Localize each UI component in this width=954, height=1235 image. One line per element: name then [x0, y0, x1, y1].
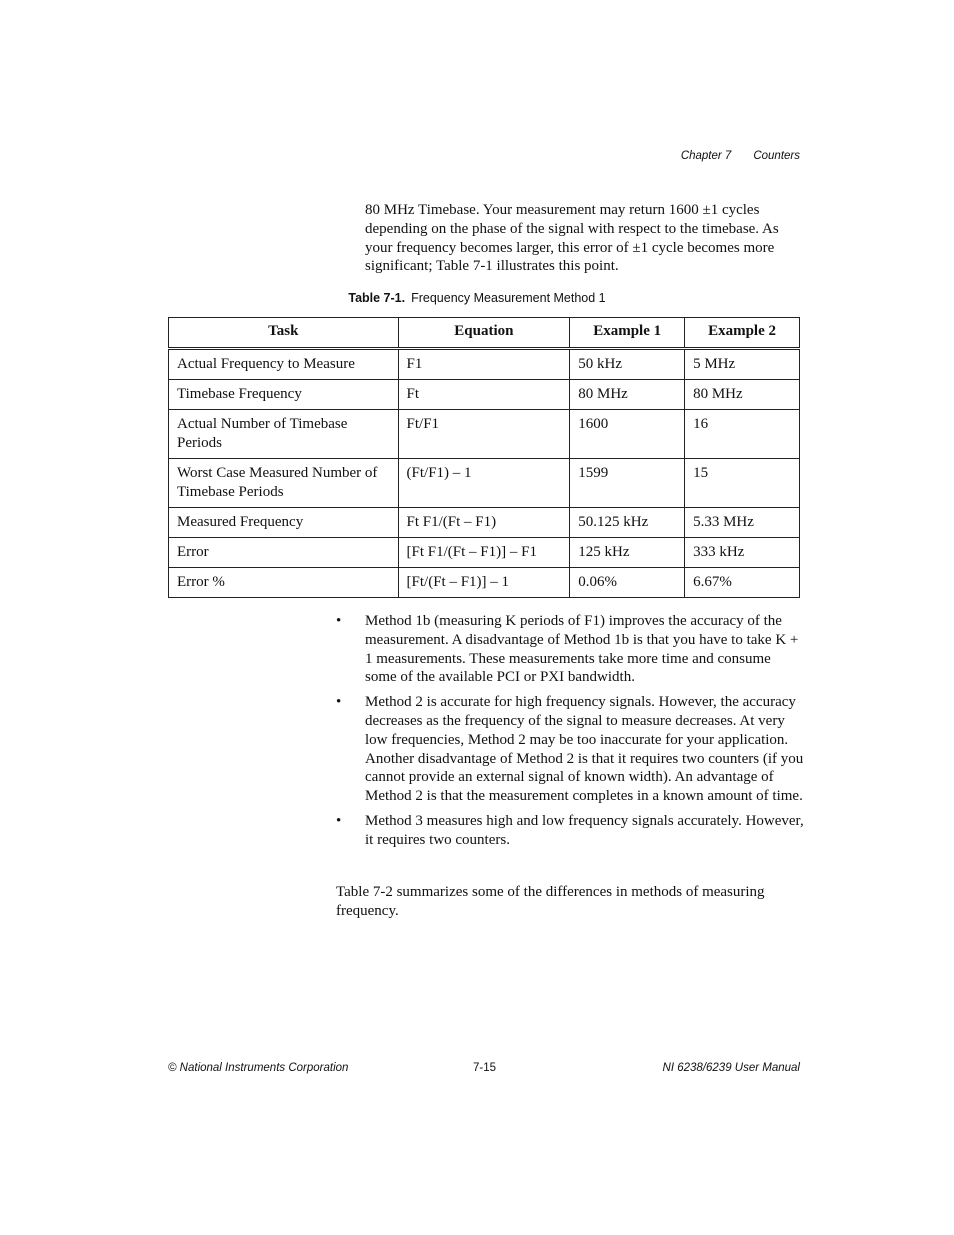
- bullet-marker: •: [336, 812, 342, 829]
- header-chapter: Chapter 7: [680, 150, 732, 162]
- list-item: [336, 693, 806, 806]
- frequency-table-container: [168, 317, 800, 598]
- table-cell: 15: [685, 459, 800, 508]
- method-bullet-list: [336, 612, 806, 856]
- table-cell: 1599: [570, 459, 685, 508]
- table-cell: 333 kHz: [685, 538, 800, 568]
- table-row: [169, 538, 800, 568]
- table-cell: Timebase Frequency: [169, 380, 399, 410]
- table-header-cell: Example 2: [685, 318, 800, 349]
- table-cell: [Ft/(Ft – F1)] – 1: [398, 568, 570, 598]
- table-row: [169, 380, 800, 410]
- table-cell: 50 kHz: [570, 349, 685, 380]
- footer-page-number: 7-15: [473, 1062, 497, 1074]
- table-row: [169, 410, 800, 459]
- table-cell: Ft/F1: [398, 410, 570, 459]
- table-row: [169, 349, 800, 380]
- table-cell: Error %: [169, 568, 399, 598]
- running-header: [681, 150, 800, 162]
- list-item: [336, 612, 806, 687]
- list-item-text: Method 3 measures high and low frequency signals accurately. However, it requires two counters.: [365, 812, 804, 848]
- table-cell: Measured Frequency: [169, 508, 399, 538]
- table-cell: Worst Case Measured Number of Timebase Periods: [169, 459, 399, 508]
- table-row: [169, 459, 800, 508]
- frequency-measurement-table: [168, 317, 800, 598]
- table-cell: 50.125 kHz: [570, 508, 685, 538]
- table-cell: 6.67%: [685, 568, 800, 598]
- list-item-text: Method 1b (measuring K periods of F1) improves the accuracy of the measurement. A disadvantage of Method 1b is that you have to take K + 1 measurements. These measurements take more time and consume some of the available PCI or PXI bandwidth.: [365, 613, 799, 686]
- page-footer: [168, 1062, 800, 1078]
- table-caption-label: Table 7-1.: [348, 291, 406, 305]
- table-row: [169, 508, 800, 538]
- intro-paragraph: 80 MHz Timebase. Your measurement may return 1600 ±1 cycles depending on the phase of the signal with respect to the timebase. As your frequency becomes larger, this error of ±1 cycle becomes more significant; Table 7-1 illustrates this point.: [365, 202, 779, 275]
- table-cell: 1600: [570, 410, 685, 459]
- table-cell: Actual Number of Timebase Periods: [169, 410, 399, 459]
- table-cell: (Ft/F1) – 1: [398, 459, 570, 508]
- footer-copyright: © National Instruments Corporation: [168, 1062, 349, 1074]
- table-cell: Error: [169, 538, 399, 568]
- table-cell: F1: [398, 349, 570, 380]
- table-header-cell: Equation: [398, 318, 570, 349]
- table-header-cell: Task: [169, 318, 399, 349]
- table-cell: 125 kHz: [570, 538, 685, 568]
- table-caption-title: Frequency Measurement Method 1: [411, 291, 606, 305]
- table-cell: 5 MHz: [685, 349, 800, 380]
- table-cell: 0.06%: [570, 568, 685, 598]
- table-cell: 80 MHz: [570, 380, 685, 410]
- table-caption: [0, 291, 954, 305]
- table-header-cell: Example 1: [570, 318, 685, 349]
- table-cell: [Ft F1/(Ft – F1)] – F1: [398, 538, 570, 568]
- bullet-marker: •: [336, 694, 342, 711]
- table-cell: Ft: [398, 380, 570, 410]
- list-item-text: Method 2 is accurate for high frequency signals. However, the accuracy decreases as the frequency of the signal to measure decreases. At very low frequencies, Method 2 may be too inaccurate for your application. Another disadvantage of Method 2 is that it requires two counters (if you cannot provide an external signal of known width). An advantage of Method 2 is that the measurement completes in a known amount of time.: [365, 694, 804, 805]
- summary-paragraph: Table 7-2 summarizes some of the differences in methods of measuring frequency.: [336, 884, 765, 919]
- bullet-marker: •: [336, 613, 342, 629]
- table-cell: Actual Frequency to Measure: [169, 349, 399, 380]
- table-row: [169, 568, 800, 598]
- list-item: [336, 812, 806, 850]
- table-cell: Ft F1/(Ft – F1): [398, 508, 570, 538]
- footer-manual-title: NI 6238/6239 User Manual: [662, 1062, 800, 1074]
- table-cell: 16: [685, 410, 800, 459]
- header-section: Counters: [753, 150, 800, 162]
- table-cell: 5.33 MHz: [685, 508, 800, 538]
- table-header-row: [169, 318, 800, 349]
- table-cell: 80 MHz: [685, 380, 800, 410]
